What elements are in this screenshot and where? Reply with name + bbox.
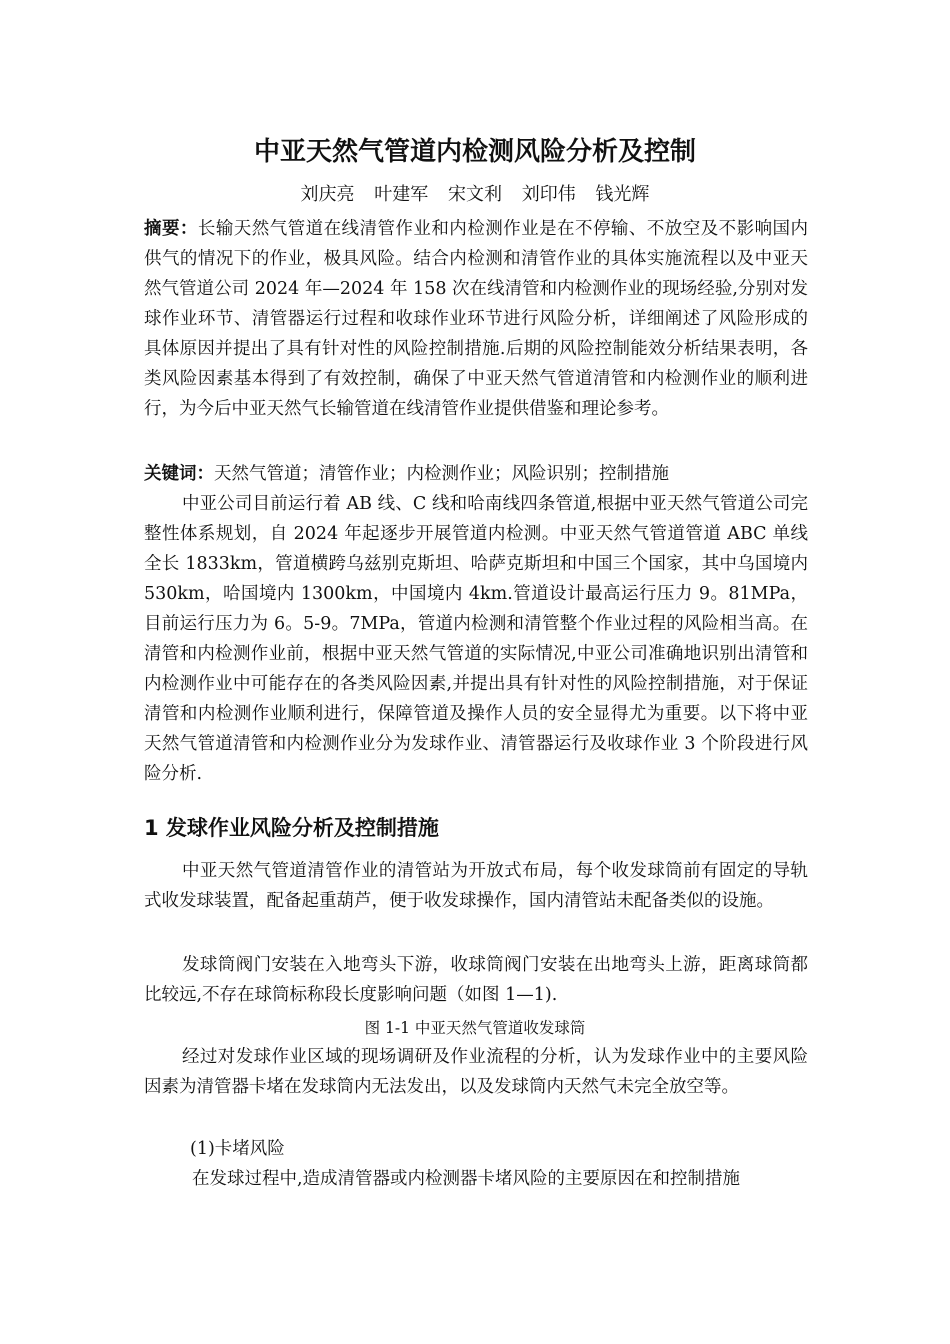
keywords-label: 关键词： xyxy=(144,464,214,484)
paper-title: 中亚天然气管道内检测风险分析及控制 xyxy=(253,137,696,167)
section-paragraph-3: 经过对发球作业区域的现场调研及作业流程的分析，认为发球作业中的主要风险因素为清管器卡堵在发球筒内无法发出，以及发球筒内天然气未完全放空等。 xyxy=(144,1047,808,1097)
section-paragraph-1: 中亚天然气管道清管作业的清管站为开放式布局，每个收发球筒前有固定的导轨式收发球装置，配备起重葫芦，便于收发球操作，国内清管站未配备类似的设施。 xyxy=(144,861,808,911)
abstract-label: 摘要： xyxy=(144,219,198,239)
section-heading: 1 发球作业风险分析及控制措施 xyxy=(144,816,439,840)
keywords xyxy=(144,459,808,489)
intro-paragraph: 中亚公司目前运行着 AB 线、C 线和哈南线四条管道,根据中亚天然气管道公司完整性体系规划，自 2024 年起逐步开展管道内检测。中亚天然气管道管道 ABC 单线全长 1833km，管道横跨乌兹别克斯坦、哈萨克斯坦和中国三个国家，其中乌国境内 530km，哈国境内 1300km，中国境内 4km.管道设计最高运行压力 9。81MPa，目前运行压力为 6。5-9。7MPa，管道内检测和清管整个作业过程的风险相当高。在清管和内检测作业前，根据中亚天然气管道的实际情况,中亚公司准确地识别出清管和内检测作业中可能存在的各类风险因素,并提出具有针对性的风险控制措施，对于保证清管和内检测作业顺利进行，保障管道及操作人员的安全显得尤为重要。以下将中亚天然气管道清管和内检测作业分为发球作业、清管器运行及收球作业 3 个阶段进行风险分析. xyxy=(144,494,808,784)
figure-caption: 图 1-1 中亚天然气管道收发球筒 xyxy=(364,1019,586,1037)
abstract xyxy=(144,214,808,424)
section-paragraph-4: 在发球过程中,造成清管器或内检测器卡堵风险的主要原因在和控制措施 xyxy=(192,1169,741,1189)
abstract-text: 长输天然气管道在线清管作业和内检测作业是在不停输、不放空及不影响国内供气的情况下的作业，极具风险。结合内检测和清管作业的具体实施流程以及中亚天然气管道公司 2024 年—2024 年 158 次在线清管和内检测作业的现场经验,分别对发球作业环节、清管器运行过程和收球作业环节进行风险分析，详细阐述了风险形成的具体原因并提出了具有针对性的风险控制措施.后期的风险控制能效分析结果表明，各类风险因素基本得到了有效控制，确保了中亚天然气管道清管和内检测作业的顺利进行，为今后中亚天然气长输管道在线清管作业提供借鉴和理论参考。 xyxy=(144,219,808,419)
subsection-heading: (1)卡堵风险 xyxy=(190,1139,285,1159)
section-paragraph-2: 发球筒阀门安装在入地弯头下游，收球筒阀门安装在出地弯头上游，距离球筒都比较远,不存在球筒标称段长度影响问题（如图 1—1). xyxy=(144,955,808,1005)
author-list: 刘庆亮 叶建军 宋文利 刘印伟 钱光辉 xyxy=(300,184,650,205)
keywords-text: 天然气管道；清管作业；内检测作业；风险识别；控制措施 xyxy=(214,464,669,484)
